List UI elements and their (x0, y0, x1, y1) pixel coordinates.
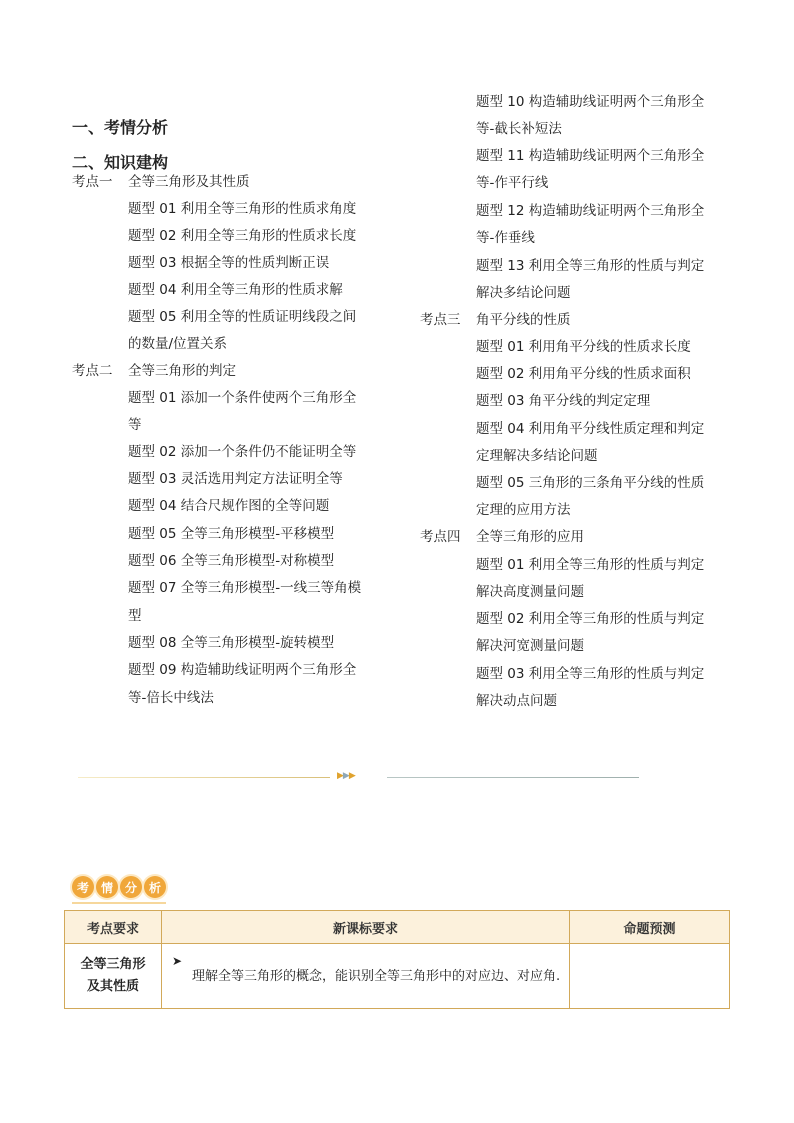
list-item: 题型 03 角平分线的判定定理 (476, 393, 651, 409)
badge-char: 析 (144, 876, 166, 898)
kp1-label: 考点一 (72, 174, 113, 190)
table-cell-kp (65, 944, 162, 1009)
section-heading-1: 一、考情分析 (72, 118, 169, 137)
list-item: 题型 02 利用全等三角形的性质求长度 (128, 228, 357, 244)
table-header: 新课标要求 (162, 911, 570, 944)
list-item: 题型 01 利用全等三角形的性质求角度 (128, 201, 357, 217)
divider-left (78, 777, 330, 778)
list-item: 题型 02 添加一个条件仍不能证明全等 (128, 444, 357, 460)
list-item: 型 (128, 608, 142, 624)
table-header: 考点要求 (65, 911, 162, 944)
divider-arrows-icon: ▶▶▶ (337, 771, 355, 781)
list-item: 等-倍长中线法 (128, 690, 214, 706)
table-header: 命题预测 (570, 911, 730, 944)
kp-line: 全等三角形 (80, 957, 146, 972)
list-item: 题型 04 利用全等三角形的性质求解 (128, 282, 343, 298)
list-item: 等-截长补短法 (476, 121, 562, 137)
list-item: 题型 02 利用角平分线的性质求面积 (476, 366, 691, 382)
kp2-label: 考点二 (72, 363, 113, 379)
list-item: 题型 03 利用全等三角形的性质与判定 (476, 666, 705, 682)
list-item: 等 (128, 417, 142, 433)
list-item: 题型 09 构造辅助线证明两个三角形全 (128, 662, 357, 678)
list-item: 题型 10 构造辅助线证明两个三角形全 (476, 94, 705, 110)
divider-right (387, 777, 639, 778)
list-item: 等-作垂线 (476, 230, 535, 246)
kp1-title: 全等三角形及其性质 (128, 174, 250, 190)
list-item: 定理解决多结论问题 (476, 448, 598, 464)
list-item: 题型 08 全等三角形模型-旋转模型 (128, 635, 335, 651)
list-item: 解决高度测量问题 (476, 584, 584, 600)
list-item: 题型 01 利用全等三角形的性质与判定 (476, 557, 705, 573)
kp3-label: 考点三 (420, 312, 461, 328)
list-item: 题型 03 根据全等的性质判断正误 (128, 255, 330, 271)
list-item: 解决河宽测量问题 (476, 638, 584, 654)
arrow-bullet-icon: ➤ (172, 954, 183, 968)
kp4-label: 考点四 (420, 529, 461, 545)
list-item: 题型 05 三角形的三条角平分线的性质 (476, 475, 705, 491)
section-heading-2: 二、知识建构 (72, 153, 169, 172)
table-header-row (65, 911, 730, 944)
section-badge (72, 876, 166, 898)
list-item: 题型 06 全等三角形模型-对称模型 (128, 553, 335, 569)
badge-char: 考 (72, 876, 94, 898)
kp3-title: 角平分线的性质 (476, 312, 571, 328)
list-item: 解决多结论问题 (476, 285, 571, 301)
list-item: 题型 05 利用全等的性质证明线段之间 (128, 309, 357, 325)
list-item: 题型 01 添加一个条件使两个三角形全 (128, 390, 357, 406)
list-item: 题型 13 利用全等三角形的性质与判定 (476, 258, 705, 274)
list-item: 题型 12 构造辅助线证明两个三角形全 (476, 203, 705, 219)
table-cell-prediction (570, 944, 730, 1009)
list-item: 解决动点问题 (476, 693, 557, 709)
list-item: 等-作平行线 (476, 175, 549, 191)
badge-char: 情 (96, 876, 118, 898)
kp-line: 及其性质 (86, 979, 139, 994)
desc-text: 理解全等三角形的概念，能识别全等三角形中的对应边、对应角. (192, 969, 561, 984)
requirements-table (64, 910, 730, 1009)
list-item: 题型 07 全等三角形模型-一线三等角模 (128, 580, 362, 596)
kp4-title: 全等三角形的应用 (476, 529, 584, 545)
list-item: 题型 04 结合尺规作图的全等问题 (128, 498, 330, 514)
badge-char: 分 (120, 876, 142, 898)
table-row (65, 944, 730, 1009)
list-item: 题型 01 利用角平分线的性质求长度 (476, 339, 691, 355)
kp2-title: 全等三角形的判定 (128, 363, 236, 379)
list-item: 题型 05 全等三角形模型-平移模型 (128, 526, 335, 542)
list-item: 题型 11 构造辅助线证明两个三角形全 (476, 148, 705, 164)
table-cell-desc (162, 944, 570, 1009)
list-item: 题型 03 灵活选用判定方法证明全等 (128, 471, 343, 487)
badge-underline (72, 902, 166, 904)
list-item: 题型 04 利用角平分线性质定理和判定 (476, 421, 705, 437)
list-item: 题型 02 利用全等三角形的性质与判定 (476, 611, 705, 627)
list-item: 的数量/位置关系 (128, 336, 228, 352)
list-item: 定理的应用方法 (476, 502, 571, 518)
